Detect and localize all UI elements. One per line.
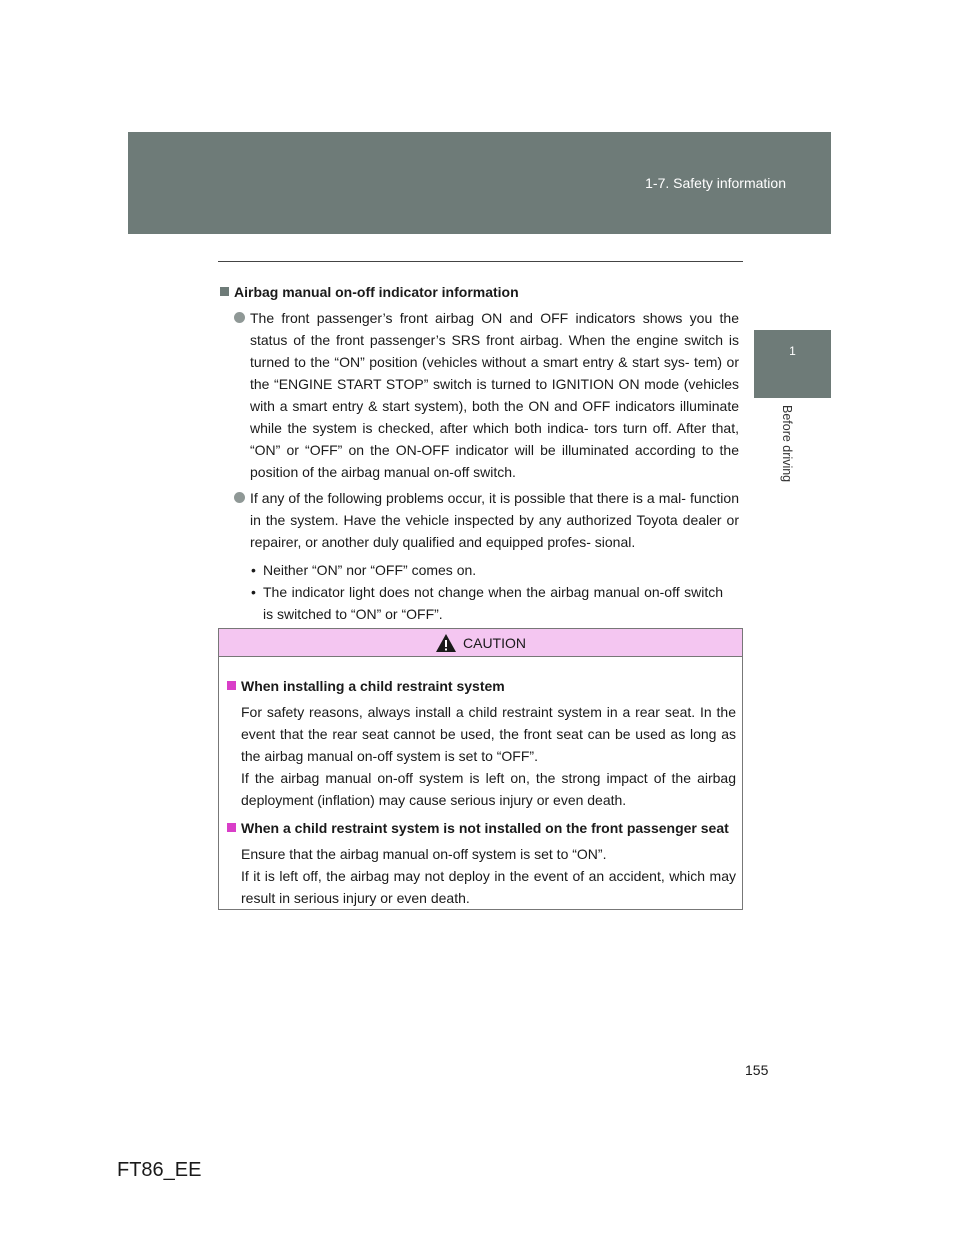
square-marker-icon [220, 287, 229, 296]
bullet-item [218, 307, 743, 483]
caution-item-heading [225, 817, 736, 839]
warning-triangle-icon [435, 633, 457, 653]
caution-paragraph: If the airbag manual on-off system is left on, the strong impact of the airbag deployment (inflation) may cause serious injury or even death. [241, 770, 736, 808]
main-content [218, 281, 743, 625]
sub-list-text: Neither “ON” nor “OFF” comes on. [263, 562, 477, 578]
caution-paragraph: If it is left off, the airbag may not deploy in the event of an accident, which may result in serious injury or even death. [241, 868, 736, 906]
section-title: 1-7. Safety information [645, 175, 786, 191]
document-code: FT86_EE [117, 1159, 202, 1181]
bullet-text: The front passenger’s front airbag ON and OFF indicators shows you the status of the front passenger’s SRS front airbag. When the engine switch is turned to the “ON” position (vehicles without a smart entry & start sys- tem) or the “ENGINE START STOP” switch is turned to IGNITION ON mode (vehicles with a smart entry & start system), both the ON and OFF indicators illuminate while the system is checked, after which both indica- tors turn off. After that, “ON” or “OFF” on the ON-OFF indicator will be illuminated according to the position of the airbag manual on-off switch. [250, 310, 739, 480]
square-marker-icon [227, 823, 236, 832]
caution-box [218, 628, 743, 910]
caution-header [219, 629, 742, 657]
sub-list-item [251, 559, 743, 581]
page-number: 155 [745, 1062, 769, 1078]
bullet-item [218, 487, 743, 553]
section-heading-text: Airbag manual on-off indicator information [234, 284, 519, 300]
caution-paragraph: Ensure that the airbag manual on-off system is set to “ON”. [241, 846, 607, 862]
sub-list-item [251, 581, 743, 625]
caution-item-heading-text: When a child restraint system is not installed on the front passenger seat [241, 820, 729, 836]
sub-bullet-icon: • [251, 584, 256, 600]
bullet-text: If any of the following problems occur, it is possible that there is a mal- function in the system. Have the vehicle inspected by any authorized Toyota dealer or repairer, or another duly qualified and equipped profes- sional. [250, 490, 739, 550]
chapter-title: Before driving [780, 405, 794, 483]
chapter-title-wrap [780, 405, 800, 515]
section-heading [218, 281, 743, 303]
square-marker-icon [227, 681, 236, 690]
caution-item-heading [225, 675, 736, 697]
caution-item-heading-text: When installing a child restraint system [241, 678, 505, 694]
caution-label: CAUTION [463, 634, 526, 651]
sub-list-text: The indicator light does not change when the airbag manual on-off switch is switched to “ON” or “OFF”. [263, 584, 723, 622]
header-band [128, 132, 831, 234]
caution-body [219, 657, 742, 909]
caution-paragraph: For safety reasons, always install a child restraint system in a rear seat. In the event that the rear seat cannot be used, the front seat can be used as long as the airbag manual on-off system is set to “OFF”. [241, 704, 736, 764]
bullet-dot-icon [234, 312, 245, 323]
chapter-number: 1 [789, 344, 796, 358]
top-rule [218, 261, 743, 262]
sub-list [218, 559, 743, 625]
sub-bullet-icon: • [251, 562, 256, 578]
chapter-tab [754, 330, 831, 398]
bullet-dot-icon [234, 492, 245, 503]
